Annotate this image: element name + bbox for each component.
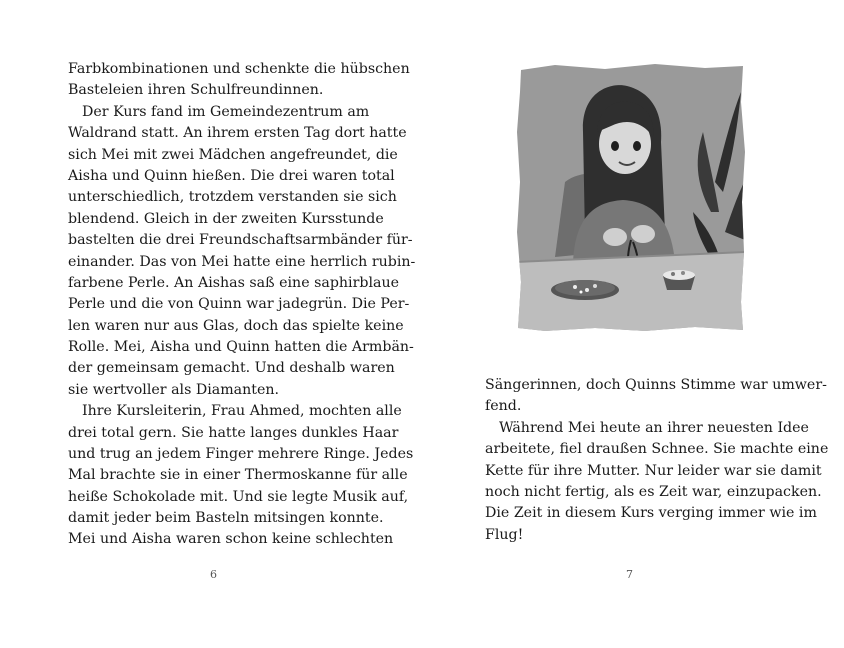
text-line: arbeitete, fiel draußen Schnee. Sie machte eine [485,441,829,457]
text-line: Aisha und Quinn hießen. Die drei waren total [68,168,395,184]
eye [633,141,641,151]
text-line: Rolle. Mei, Aisha und Quinn hatten die Armbän- [68,339,414,355]
text-line: sie wertvoller als Diamanten. [68,382,280,398]
text-line: heiße Schokolade mit. Und sie legte Musik auf, [68,489,409,505]
right-page [422,0,844,648]
text-line: Ihre Kursleiterin, Frau Ahmed, mochten alle [82,403,402,419]
text-line: fend. [485,398,522,414]
text-line: unterschiedlich, trotzdem verstanden sie sich [68,189,397,205]
text-line: farbene Perle. An Aishas saß eine saphirblaue [68,275,399,291]
text-line: Waldrand statt. An ihrem ersten Tag dort hatte [68,125,407,141]
text-line: Der Kurs fand im Gemeindezentrum am [82,104,370,120]
text-line: Mal brachte sie in einer Thermoskanne für alle [68,467,408,483]
text-line: Sängerinnen, doch Quinns Stimme war umwer- [485,377,827,393]
page-number: 7 [626,568,633,581]
text-line: drei total gern. Sie hatte langes dunkles Haar [68,425,399,441]
text-line: Perle und die von Quinn war jadegrün. Die Per- [68,296,410,312]
text-line: sich Mei mit zwei Mädchen angefreundet, die [68,147,398,163]
text-line: len waren nur aus Glas, doch das spielte keine [68,318,404,334]
page-number: 6 [210,568,217,581]
hand [631,225,655,243]
text-line: einander. Das von Mei hatte eine herrlich rubin- [68,254,416,270]
text-line: Flug! [485,527,524,543]
text-line: Mei und Aisha waren schon keine schlechten [68,531,394,547]
text-line: bastelten die drei Freundschaftsarmbänder für- [68,232,413,248]
eye [611,141,619,151]
text-line: Die Zeit in diesem Kurs verging immer wie im [485,505,817,521]
text-line: Kette für ihre Mutter. Nur leider war sie damit [485,463,822,479]
text-line: Während Mei heute an ihrer neuesten Idee [499,420,809,436]
text-line: noch nicht fertig, als es Zeit war, einzupacken. [485,484,822,500]
text-line: Basteleien ihren Schulfreundinnen. [68,82,324,98]
hand [603,228,627,246]
table [515,252,746,333]
text-line: damit jeder beim Basteln mitsingen konnte. [68,510,384,526]
text-line: blendend. Gleich in der zweiten Kursstunde [68,211,384,227]
text-line: der gemeinsam gemacht. Und deshalb waren [68,360,395,376]
text-line: Farbkombinationen und schenkte die hübschen [68,61,410,77]
illustration [515,62,746,333]
text-line: und trug an jedem Finger mehrere Ringe. Jedes [68,446,414,462]
